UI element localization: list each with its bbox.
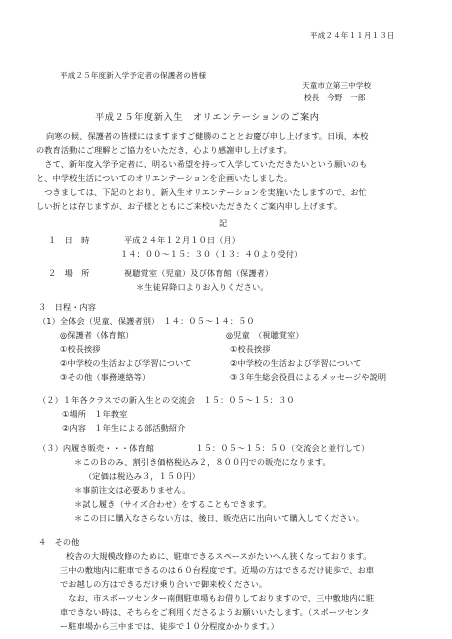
part-3-item: ＊この日に購入なさらない方は、後日、販売店に出向いて購入してください。 <box>74 513 365 523</box>
intro-line: しい折とは存じますが、お子様とともにご来校いただきたくご案内申し上げます。 <box>36 201 342 211</box>
intro-line: つきましては、下記のとおり、新入生オリエンテーションを実施いたしますので、お忙 <box>36 187 367 197</box>
parents-item: ③その他（事務連絡等） <box>60 372 151 382</box>
other-line: ー駐車場から三中までは、徒歩で１０分程度かかります。） <box>60 621 280 631</box>
other-line: でお越しの方はできるだけ乗り合いで御来校ください。 <box>60 579 268 589</box>
other-line: 校舎の大規模改修のために、駐車できるスペースがたいへん狭くなっております。 <box>66 551 372 561</box>
parents-heading: ◎保護者（体育館） <box>60 330 134 340</box>
section-3-heading: ３ 日程・内容 <box>38 302 97 312</box>
section-4-heading: ４ その他 <box>38 537 80 547</box>
part-2-item: ①場所 １年教室 <box>62 409 128 419</box>
schedule-part-1: （1）全体会（児童、保護者別） １４：０５～１４：５０ <box>38 316 255 326</box>
recipient: 平成２５年度新入学予定者の保護者の皆様 <box>60 71 207 80</box>
schedule-part-2: （２）１年各クラスでの新入生との交流会 １５：０５～１５：３０ <box>38 395 295 405</box>
section-1-label: １ 日 時 <box>48 235 90 245</box>
students-item: ③３年生総会役員によるメッセージや説明 <box>230 372 387 382</box>
ki-marker: 記 <box>219 218 228 228</box>
students-item: ②中学校の生活および学習について <box>230 358 362 368</box>
students-item: ①校長挨拶 <box>230 344 271 354</box>
schedule-part-3: （３）内履き販売・・・体育館 １５：０５～１５：５０（交流会と並行して） <box>38 443 370 453</box>
intro-line: の教育活動にご理解とご協力をいただき、心より感謝申し上げます。 <box>36 145 292 155</box>
part-2-item: ②内容 １年生による部活動紹介 <box>62 423 186 433</box>
other-line: なお、市スポーツセンター南側駐車場もお借りしておりますので、三中敷地内に駐 <box>60 593 375 603</box>
intro-line: 向寒の候、保護者の皆様にはますますご健勝のこととお慶び申し上げます。日頃、本校 <box>46 131 369 141</box>
part-3-item: ＊事前注文は必要ありません。 <box>74 485 191 495</box>
intro-line: と、中学校生活についてのオリエンテーションを企画いたしました。 <box>36 173 293 183</box>
part-3-item: （定価は税込み３，１５０円） <box>84 471 201 481</box>
principal-name: 校長 今野 一郎 <box>304 93 366 102</box>
section-1-time: １４：００～１５：３０（１３：４０より受付） <box>120 249 303 259</box>
parents-item: ②中学校の生活および学習について <box>60 358 192 368</box>
part-3-item: ＊試し履き（サイズ合わせ）をすることもできます。 <box>74 499 272 509</box>
intro-line: さて、新年度入学予定者に、明るい希望を持って入学していただきたいという願いのも <box>36 159 368 169</box>
section-2-label: ２ 場 所 <box>48 268 90 278</box>
section-1-date: 平成２４年１２月１０日（月） <box>124 235 241 245</box>
section-2-place: 視聴覚室（児童）及び体育館（保護者） <box>124 268 274 278</box>
parents-item: ①校長挨拶 <box>60 344 101 354</box>
school-name: 天童市立第三中学校 <box>302 81 372 90</box>
issue-date: 平成２４年１１月１３日 <box>310 31 395 40</box>
part-3-item: ＊このＢのみ、割引き価格税込み２，８００円での販売になります。 <box>74 457 331 467</box>
students-heading: ◎児童 （視聴覚室） <box>226 330 304 340</box>
section-2-note: ＊生徒昇降口よりお入りください。 <box>136 282 269 292</box>
other-line: 車できない時は、そちらをご利用くださるようお願いいたします。（スポーツセンタ <box>60 607 370 617</box>
other-line: 三中の敷地内に駐車できるのは６０台程度です。近場の方はできるだけ徒歩で、お車 <box>60 565 375 575</box>
document-title: 平成２５年度新入生 オリエンテーションのご案内 <box>95 112 320 123</box>
